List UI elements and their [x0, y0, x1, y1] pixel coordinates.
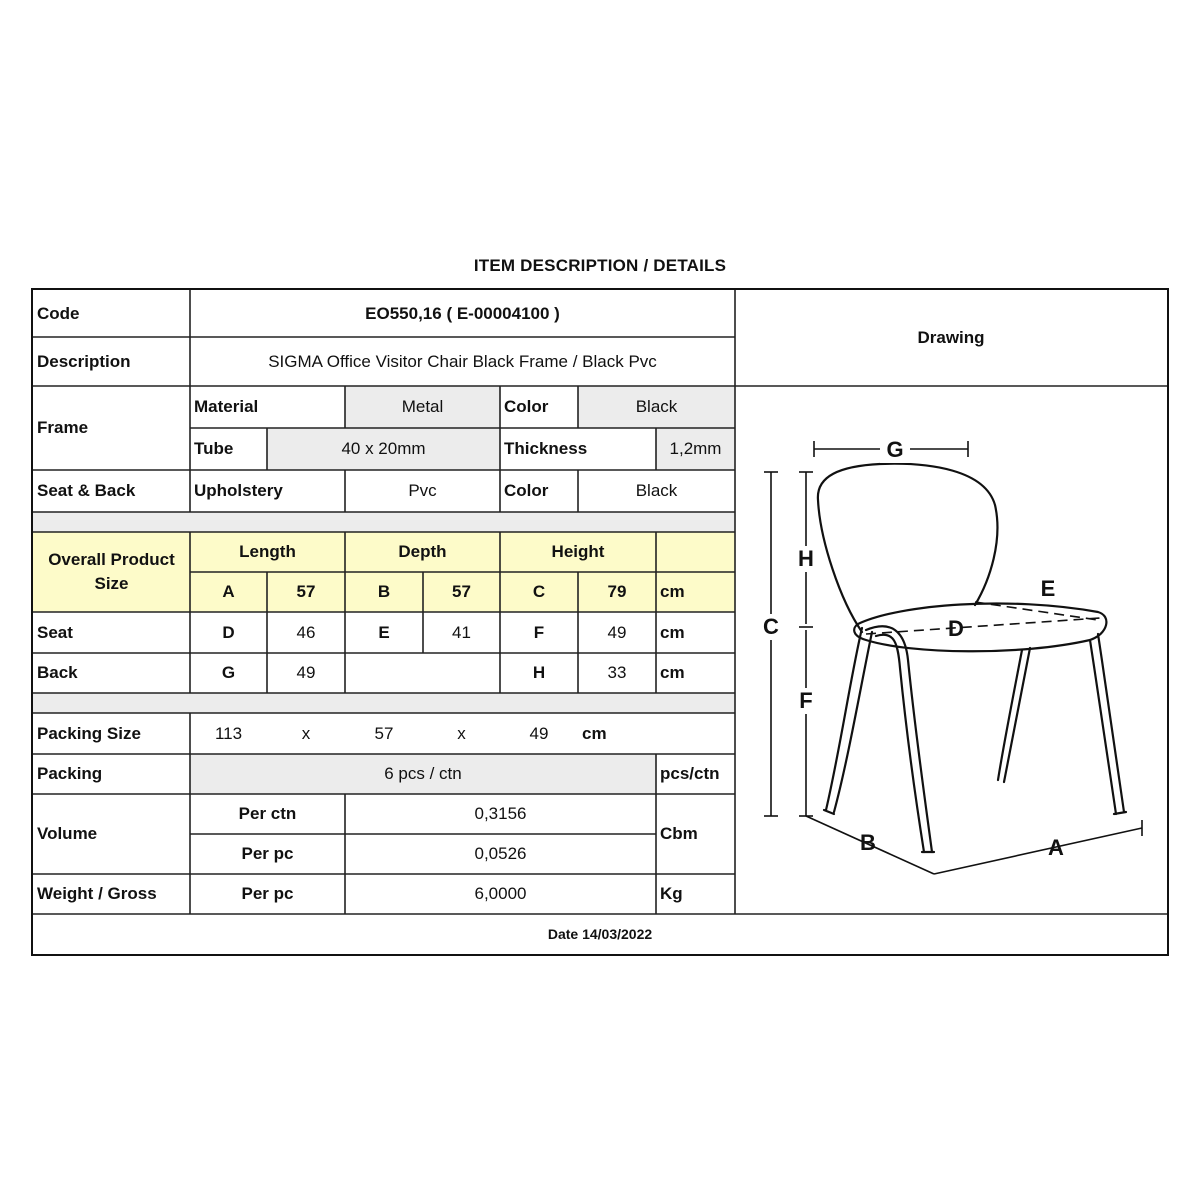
dim-c-value: 79 [607, 582, 627, 601]
drawing-label-h: H [798, 546, 814, 571]
dim-e-value: 41 [452, 622, 471, 642]
dim-f-value: 49 [607, 622, 627, 642]
drawing-label-b: B [860, 830, 876, 855]
weight-label: Weight / Gross [37, 884, 157, 903]
tube-label: Tube [194, 439, 234, 458]
thickness-label: Thickness [504, 439, 588, 458]
date-footer: Date 14/03/2022 [547, 926, 653, 942]
dim-a-letter: A [222, 582, 235, 601]
packing-x2: x [457, 723, 466, 743]
dim-b-value: 57 [452, 582, 471, 601]
chair-leg-front-left [826, 628, 872, 812]
dim-h-letter: H [532, 663, 546, 682]
weight-per-pc-value: 6,0000 [474, 884, 527, 903]
packing-label: Packing [37, 764, 103, 783]
drawing-label-f: F [799, 688, 813, 713]
dim-g-value: 49 [296, 663, 316, 682]
dim-e-letter: E [378, 622, 390, 642]
packing-width: 57 [374, 723, 394, 743]
code-label: Code [37, 303, 80, 323]
drawing-label-c: C [763, 614, 779, 639]
volume-per-pc-value: 0,0526 [474, 844, 527, 863]
volume-label: Volume [37, 824, 98, 843]
dim-d-value: 46 [296, 622, 316, 642]
length-header: Length [239, 542, 296, 561]
description-label: Description [37, 351, 131, 371]
frame-color-value: Black [635, 397, 678, 416]
seat-label: Seat [37, 622, 73, 642]
code-value: EO550,16 ( E-00004100 ) [365, 303, 560, 323]
seat-color-value: Black [635, 481, 678, 500]
height-header: Height [551, 542, 605, 561]
back-label: Back [37, 663, 78, 682]
drawing-header: Drawing [917, 328, 985, 347]
frame-color-label: Color [504, 397, 549, 416]
chair-leg-front [866, 626, 932, 852]
dim-a-value: 57 [296, 582, 316, 601]
chair-leg-back-right [1090, 634, 1124, 814]
packing-value: 6 pcs / ctn [384, 764, 462, 783]
packing-size-unit: cm [582, 723, 607, 743]
page-title: ITEM DESCRIPTION / DETAILS [473, 256, 727, 275]
chair-drawing [738, 388, 1166, 914]
dim-c-letter: C [532, 582, 546, 601]
volume-per-ctn-value: 0,3156 [474, 804, 527, 823]
material-value: Metal [401, 397, 444, 416]
packing-height: 49 [529, 723, 549, 743]
dim-a-line [934, 828, 1142, 874]
back-unit: cm [660, 663, 685, 682]
volume-per-pc-label: Per pc [241, 844, 294, 863]
upholstery-value: Pvc [408, 481, 437, 500]
material-label: Material [194, 397, 259, 416]
packing-size-label: Packing Size [37, 723, 141, 743]
volume-per-ctn-label: Per ctn [238, 804, 297, 823]
thickness-value: 1,2mm [669, 439, 722, 458]
packing-length: 113 [214, 723, 243, 743]
packing-x1: x [301, 723, 311, 743]
dim-f-letter: F [533, 622, 545, 642]
packing-unit: pcs/ctn [660, 764, 720, 783]
dim-d-letter: D [222, 622, 235, 642]
dim-d-line [866, 618, 1100, 634]
volume-unit: Cbm [660, 824, 698, 843]
weight-unit: Kg [660, 884, 683, 903]
drawing-label-g: G [886, 437, 904, 462]
drawing-label-e: E [1040, 576, 1056, 601]
frame-label: Frame [37, 418, 89, 437]
dim-h-value: 33 [607, 663, 627, 682]
upholstery-label: Upholstery [194, 481, 283, 500]
tube-value: 40 x 20mm [341, 439, 426, 458]
description-value: SIGMA Office Visitor Chair Black Frame / Black Pvc [268, 351, 657, 371]
depth-header: Depth [398, 542, 447, 561]
drawing-label-a: A [1048, 835, 1064, 860]
seat-color-label: Color [504, 481, 549, 500]
seat-unit: cm [660, 622, 685, 642]
weight-per-pc-label: Per pc [241, 884, 294, 903]
chair-backrest [818, 464, 998, 632]
chair-leg-back [998, 648, 1030, 782]
drawing-label-d: D [948, 616, 964, 641]
overall-size-label: Overall Product Size [48, 550, 175, 593]
dim-g-letter: G [221, 663, 236, 682]
overall-unit: cm [660, 582, 685, 601]
dim-b-letter: B [377, 582, 391, 601]
seat-back-label: Seat & Back [37, 481, 136, 500]
